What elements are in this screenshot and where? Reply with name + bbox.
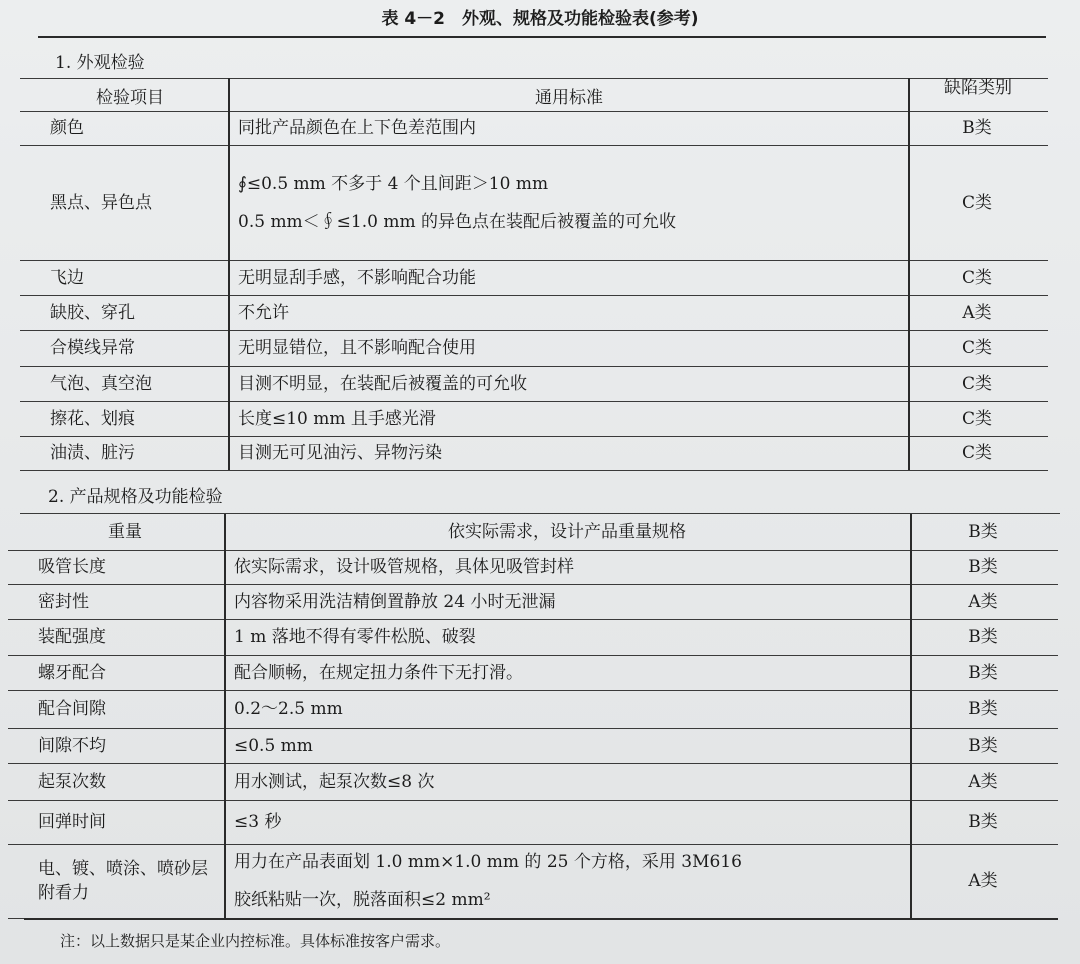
section2-heading: 2. 产品规格及功能检验 (48, 487, 223, 507)
row-rule (8, 655, 1058, 656)
top-rule (38, 36, 1046, 38)
row-standard: 同批产品颜色在上下色差范围内 (238, 118, 476, 138)
row-category: C类 (961, 373, 992, 394)
row-item: 擦花、划痕 (50, 408, 135, 429)
row-standard: 长度≤10 mm 且手感光滑 (238, 408, 436, 429)
column-rule (228, 260, 230, 295)
row-standard: 0.5 mm＜∮≤1.0 mm 的异色点在装配后被覆盖的可允收 (238, 211, 677, 232)
rule (20, 111, 1048, 112)
row-rule (20, 401, 1048, 402)
rule (20, 78, 1048, 79)
row-standard: 无明显错位，且不影响配合使用 (238, 338, 476, 358)
row-category: C类 (961, 338, 992, 358)
row-standard: 配合顺畅，在规定扭力条件下无打滑。 (234, 662, 523, 683)
column-rule (224, 728, 226, 763)
row-item: 配合间隙 (38, 699, 106, 719)
column-rule (228, 436, 230, 470)
row-category: C类 (961, 443, 992, 463)
column-rule (908, 78, 910, 111)
row-rule (20, 470, 1048, 471)
column-rule (228, 366, 230, 401)
row-category: A类 (968, 771, 998, 792)
row-item (38, 857, 220, 905)
row-standard: ≤3 秒 (234, 812, 282, 832)
table-title: 表 4－2 外观、规格及功能检验表(参考) (381, 9, 699, 29)
row-category: C类 (961, 192, 992, 213)
row-standard: 内容物采用洗洁精倒置静放 24 小时无泄漏 (234, 591, 556, 612)
header-standard: 通用标准 (535, 88, 603, 108)
column-rule (224, 584, 226, 619)
row-item: 回弹时间 (38, 812, 106, 832)
column-rule (228, 111, 230, 145)
row-rule (8, 800, 1058, 801)
row-standard: 用力在产品表面划 1.0 mm×1.0 mm 的 25 个方格，采用 3M616 (234, 852, 742, 872)
column-rule (224, 763, 226, 800)
row-standard: 目测无可见油污、异物污染 (238, 443, 442, 463)
row-standard: ≤0.5 mm (234, 735, 313, 756)
row-standard: 依实际需求，设计吸管规格，具体见吸管封样 (234, 557, 574, 577)
row-rule (20, 295, 1048, 296)
column-rule (224, 619, 226, 655)
row-item: 吸管长度 (38, 557, 106, 577)
row-item: 飞边 (50, 267, 84, 288)
column-rule (228, 401, 230, 436)
row-item: 合模线异常 (50, 338, 135, 358)
column-rule (224, 844, 226, 918)
row-item: 重量 (108, 521, 142, 542)
row-rule (20, 260, 1048, 261)
column-rule (228, 295, 230, 330)
column-rule (228, 145, 230, 260)
column-rule (228, 78, 230, 111)
row-item: 间隙不均 (38, 735, 106, 756)
row-rule (8, 550, 1058, 551)
row-item: 缺胶、穿孔 (50, 302, 135, 323)
header-category: 缺陷类别 (944, 78, 1012, 98)
row-rule (8, 728, 1058, 729)
row-category: A类 (968, 871, 998, 891)
row-category: A类 (968, 591, 998, 612)
row-category: B类 (962, 118, 992, 138)
row-rule (20, 366, 1048, 367)
row-rule (8, 844, 1058, 845)
row-standard: 不允许 (238, 302, 289, 323)
row-standard: 用水测试，起泵次数≤8 次 (234, 771, 435, 792)
row-category: B类 (968, 662, 998, 683)
column-rule (224, 550, 226, 584)
row-item-line: 电、镀、喷涂、喷砂层 (38, 859, 208, 879)
row-rule (20, 330, 1048, 331)
row-item: 起泵次数 (38, 771, 106, 792)
row-category: C类 (961, 267, 992, 288)
row-rule (20, 513, 1060, 514)
row-rule (8, 584, 1058, 585)
row-standard: 目测不明显，在装配后被覆盖的可允收 (238, 373, 527, 394)
row-standard: 1 m 落地不得有零件松脱、破裂 (234, 627, 476, 647)
row-item: 颜色 (50, 118, 84, 138)
row-category: B类 (968, 627, 998, 647)
row-category: B类 (968, 557, 998, 577)
column-rule (224, 655, 226, 690)
bottom-rule (24, 918, 1058, 920)
row-rule (8, 690, 1058, 691)
row-category: B类 (968, 699, 998, 719)
row-category: A类 (962, 302, 992, 323)
column-rule (224, 690, 226, 728)
row-rule (20, 436, 1048, 437)
row-standard: 胶纸粘贴一次，脱落面积≤2 mm² (234, 890, 491, 910)
row-standard: 0.2～2.5 mm (234, 699, 343, 719)
row-rule (8, 763, 1058, 764)
row-item: 螺牙配合 (38, 662, 106, 683)
row-standard: ∮≤0.5 mm 不多于 4 个且间距＞10 mm (238, 173, 549, 194)
row-item: 油渍、脏污 (50, 443, 135, 463)
row-standard: 无明显刮手感，不影响配合功能 (238, 267, 476, 288)
row-item: 气泡、真空泡 (50, 373, 152, 394)
column-rule (224, 800, 226, 844)
row-rule (8, 619, 1058, 620)
row-category: B类 (968, 735, 998, 756)
section1-heading: 1. 外观检验 (55, 53, 145, 73)
row-rule (20, 145, 1048, 146)
row-item: 密封性 (38, 591, 89, 612)
row-category: B类 (968, 521, 998, 542)
row-item: 装配强度 (38, 627, 106, 647)
row-category: C类 (961, 408, 992, 429)
row-category: B类 (968, 812, 998, 832)
row-item-line: 附看力 (38, 883, 89, 903)
row-item: 黑点、异色点 (50, 192, 152, 213)
header-item: 检验项目 (96, 88, 164, 108)
footnote: 注：以上数据只是某企业内控标准。具体标准按客户需求。 (60, 932, 451, 950)
column-rule (228, 330, 230, 366)
row-standard: 依实际需求，设计产品重量规格 (448, 521, 686, 542)
